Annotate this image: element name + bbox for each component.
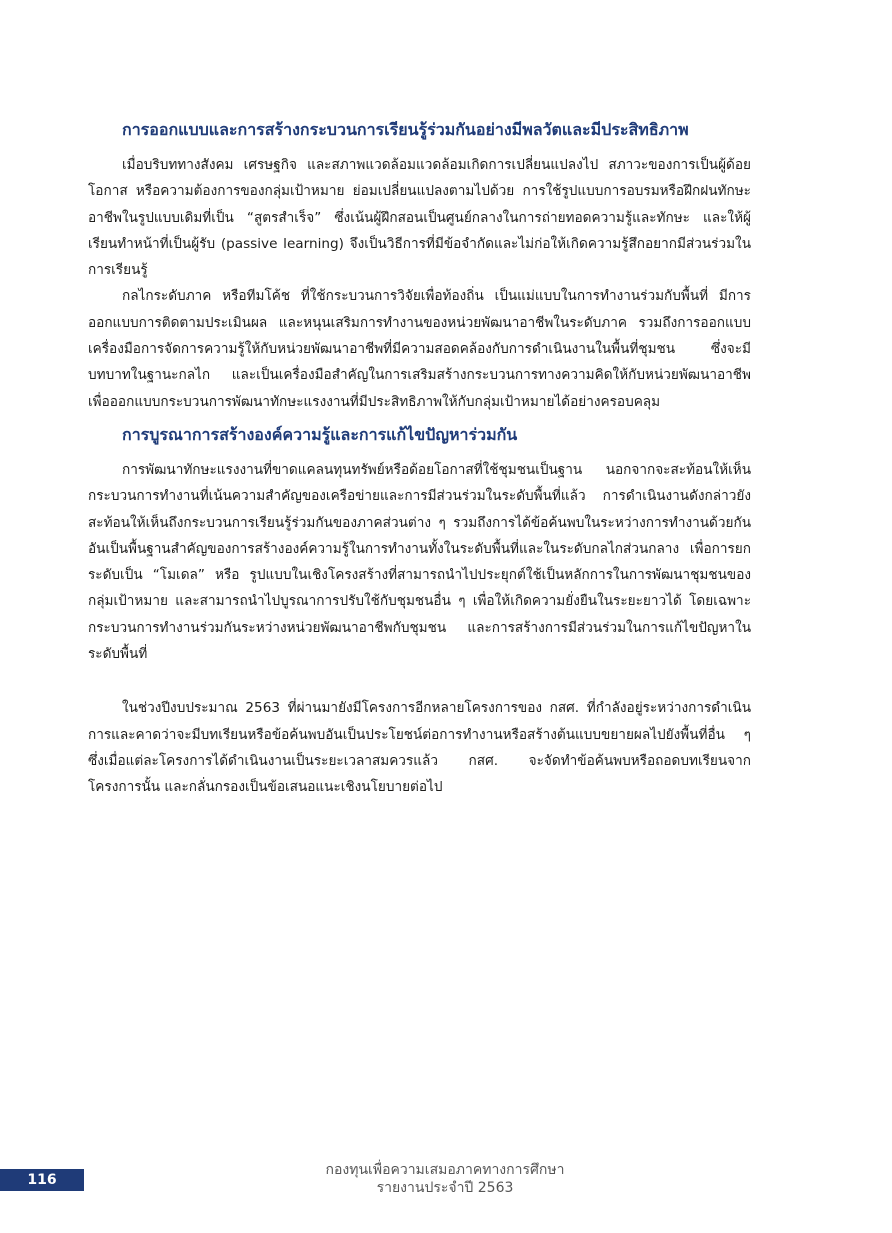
footer bbox=[280, 1161, 610, 1197]
closing-paragraph: ในช่วงปีงบประมาณ 2563 ที่ผ่านมายังมีโครงการอีกหลายโครงการของ กสศ. ที่กำลังอยู่ระหว่างการดำเนินการและคาดว่าจะมีบทเรียนหรือข้อค้นพบอันเป็นประโยชน์ต่อการทำงานหรือสร้างต้นแบบขยายผลไปยังพื้นที่อื่น ๆ ซึ่งเมื่อแต่ละโครงการได้ดำเนินงานเป็นระยะเวลาสมควรแล้ว กสศ. จะจัดทำข้อค้นพบหรือถอดบทเรียนจากโครงการนั้น และกลั่นกรองเป็นข้อเสนอแนะเชิงนโยบายต่อไป bbox=[88, 700, 751, 796]
footer-organization: กองทุนเพื่อความเสมอภาคทางการศึกษา bbox=[325, 1162, 565, 1178]
paragraph: เมื่อบริบททางสังคม เศรษฐกิจ และสภาพแวดล้อมแวดล้อมเกิดการเปลี่ยนแปลงไป สภาวะของการเป็นผู้ด้อยโอกาส หรือความต้องการของกลุ่มเป้าหมาย ย่อมเปลี่ยนแปลงตามไปด้วย การใช้รูปแบบการอบรมหรือฝึกฝนทักษะอาชีพในรูปแบบเดิมที่เป็น “สูตรสำเร็จ” ซึ่งเน้นผู้ฝึกสอนเป็นศูนย์กลางในการถ่ายทอดความรู้และทักษะ และให้ผู้เรียนทำหน้าที่เป็นผู้รับ (passive learning) จึงเป็นวิธีการที่มีข้อจำกัดและไม่ก่อให้เกิดความรู้สึกอยากมีส่วนร่วมในการเรียนรู้ bbox=[88, 157, 751, 279]
document-body bbox=[88, 118, 751, 801]
paragraph: การพัฒนาทักษะแรงงานที่ขาดแคลนทุนทรัพย์หรือด้อยโอกาสที่ใช้ชุมชนเป็นฐาน นอกจากจะสะท้อนให้เห็นกระบวนการทำงานที่เน้นความสำคัญของเครือข่ายและการมีส่วนร่วมในระดับพื้นที่แล้ว การดำเนินงานดังกล่าวยังสะท้อนให้เห็นถึงกระบวนการเรียนรู้ร่วมกันของภาคส่วนต่าง ๆ รวมถึงการได้ข้อค้นพบในระหว่างการทำงานด้วยกัน อันเป็นพื้นฐานสำคัญของการสร้างองค์ความรู้ในการทำงานทั้งในระดับพื้นที่และในระดับกลไกส่วนกลาง เพื่อการยกระดับเป็น “โมเดล” หรือ รูปแบบในเชิงโครงสร้างที่สามารถนำไปประยุกต์ใช้เป็นหลักการในการพัฒนาชุมชนของกลุ่มเป้าหมาย และสามารถนำไปบูรณาการปรับใช้กับชุมชนอื่น ๆ เพื่อให้เกิดความยั่งยืนในระยะยาวได้ โดยเฉพาะกระบวนการทำงานร่วมกันระหว่างหน่วยพัฒนาอาชีพกับชุมชน และการสร้างการมีส่วนร่วมในการแก้ไขปัญหาในระดับพื้นที่ bbox=[88, 461, 751, 663]
paragraph: กลไกระดับภาค หรือทีมโค้ช ที่ใช้กระบวนการวิจัยเพื่อท้องถิ่น เป็นแม่แบบในการทำงานร่วมกับพื้นที่ มีการออกแบบการติดตามประเมินผล และหนุนเสริมการทำงานของหน่วยพัฒนาอาชีพในระดับภาค รวมถึงการออกแบบเครื่องมือการจัดการความรู้ให้กับหน่วยพัฒนาอาชีพที่มีความสอดคล้องกับการดำเนินงานในพื้นที่ชุมชน ซึ่งจะมีบทบาทในฐานะกลไก และเป็นเครื่องมือสำคัญในการเสริมสร้างกระบวนการทางความคิดให้กับหน่วยพัฒนาอาชีพ เพื่อออกแบบกระบวนการพัฒนาทักษะแรงงานที่มีประสิทธิภาพให้กับกลุ่มเป้าหมายได้อย่างครอบคลุม bbox=[88, 288, 751, 410]
section-heading-learning-process: การออกแบบและการสร้างกระบวนการเรียนรู้ร่วมกันอย่างมีพลวัตและมีประสิทธิภาพ bbox=[122, 120, 689, 139]
footer-report-title: รายงานประจำปี 2563 bbox=[376, 1180, 514, 1196]
page-number: 116 bbox=[0, 1169, 84, 1191]
section-heading-knowledge-integration: การบูรณาการสร้างองค์ความรู้และการแก้ไขปัญหาร่วมกัน bbox=[122, 424, 518, 444]
